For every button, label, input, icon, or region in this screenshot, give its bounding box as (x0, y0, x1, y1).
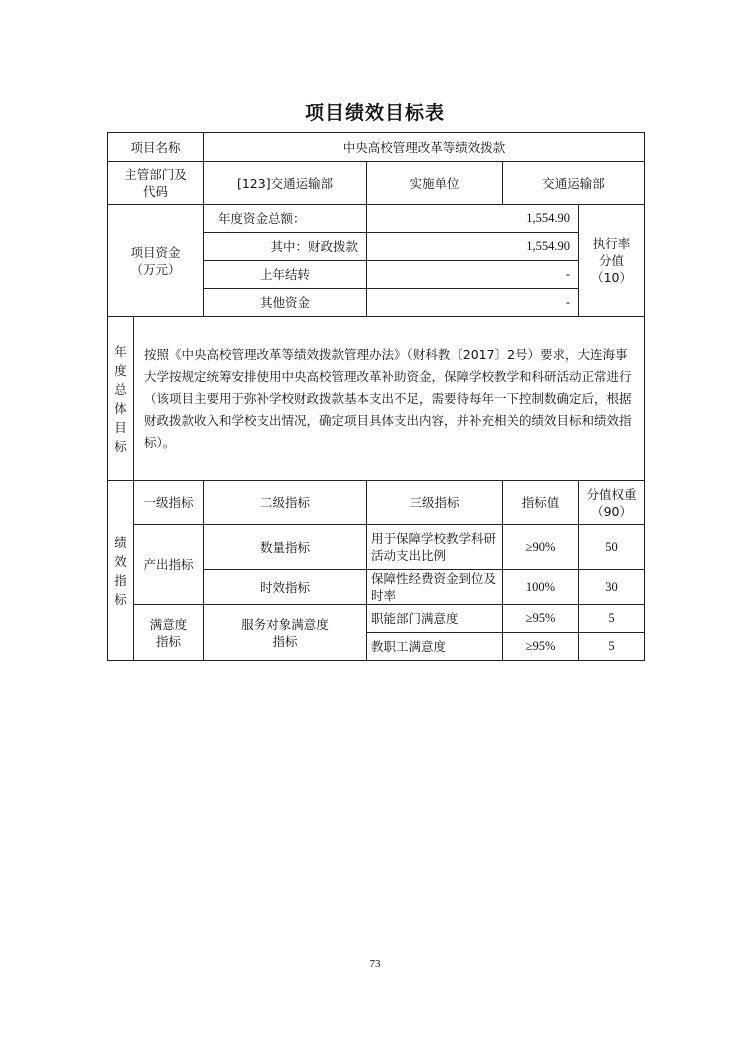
project-name-label: 项目名称 (108, 133, 204, 162)
quantity-indicator-item: 用于保障学校教学科研活动支出比例 (367, 525, 503, 570)
indicator-row-quantity (108, 525, 645, 570)
funds-label: 项目资金 （万元） (108, 205, 204, 317)
quantity-indicator-weight: 50 (579, 525, 645, 570)
header-level2: 二级指标 (204, 481, 367, 525)
header-weight: 分值权重 （90） (579, 481, 645, 525)
funds-row-value: 1,554.90 (367, 205, 579, 233)
execution-rate-score: 执行率 分值 （10） (579, 205, 645, 317)
project-name-value: 中央高校管理改革等绩效拨款 (204, 133, 645, 162)
satisfaction-item-1: 职能部门满意度 (367, 605, 503, 633)
funds-row-label: 上年结转 (204, 261, 367, 289)
time-indicator-item: 保障性经费资金到位及时率 (367, 570, 503, 605)
performance-indicator-label: 绩 效 指 标 (108, 481, 134, 661)
funds-row-value: - (367, 289, 579, 317)
header-level3: 三级指标 (367, 481, 503, 525)
performance-goal-table (107, 132, 645, 661)
funds-row (108, 205, 645, 233)
implementing-unit-value: 交通运输部 (503, 162, 645, 205)
quantity-indicator-value: ≥90% (503, 525, 579, 570)
time-indicator-weight: 30 (579, 570, 645, 605)
time-indicator-label: 时效指标 (204, 570, 367, 605)
page-title: 项目绩效目标表 (304, 102, 445, 124)
implementing-unit-label: 实施单位 (367, 162, 503, 205)
department-value: [123]交通运输部 (204, 162, 367, 205)
satisfaction-indicator-label: 满意度 指标 (134, 605, 204, 661)
satisfaction-value-2: ≥95% (503, 633, 579, 661)
row-project-name (108, 133, 645, 162)
satisfaction-value-1: ≥95% (503, 605, 579, 633)
satisfaction-item-2: 教职工满意度 (367, 633, 503, 661)
funds-row-label: 其他资金 (204, 289, 367, 317)
satisfaction-weight-1: 5 (579, 605, 645, 633)
funds-row-value: 1,554.90 (367, 233, 579, 261)
department-label: 主管部门及 代码 (108, 162, 204, 205)
header-value: 指标值 (503, 481, 579, 525)
time-indicator-value: 100% (503, 570, 579, 605)
funds-row-label: 年度资金总额： (204, 205, 367, 233)
annual-goal-label: 年 度 总 体 目 标 (108, 317, 134, 481)
page-number: 73 (369, 958, 381, 970)
annual-goal-text: 按照《中央高校管理改革等绩效拨款管理办法》（财科教〔2017〕2号）要求，大连海事大学按规定统筹安排使用中央高校管理改革补助资金，保障学校教学和科研活动正常进行（该项目主要用于弥补学校财政拨款基本支出不足，需要待每年一下控制数确定后，根据财政拨款收入和学校支出情况，确定项目具体支出内容，并补充相关的绩效目标和绩效指标）。 (134, 317, 645, 481)
indicator-row-satisfaction-1 (108, 605, 645, 633)
quantity-indicator-label: 数量指标 (204, 525, 367, 570)
row-annual-goal (108, 317, 645, 481)
row-department (108, 162, 645, 205)
header-level1: 一级指标 (134, 481, 204, 525)
service-satisfaction-label: 服务对象满意度 指标 (204, 605, 367, 661)
output-indicator-label: 产出指标 (134, 525, 204, 605)
funds-row-label: 其中：财政拨款 (204, 233, 367, 261)
satisfaction-weight-2: 5 (579, 633, 645, 661)
indicator-header-row (108, 481, 645, 525)
funds-row-value: - (367, 261, 579, 289)
